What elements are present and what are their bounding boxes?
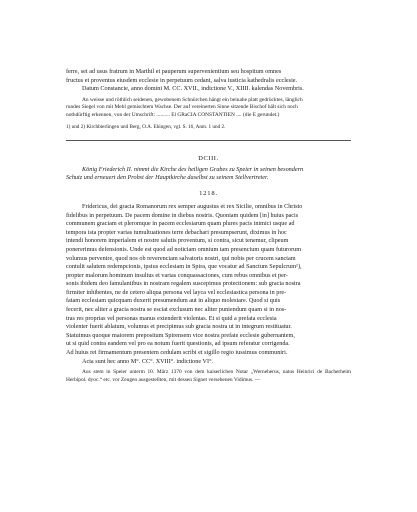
body-line: Ad huius rei firmamentum presentem cedulam scribi et sigillo regio iussimus communiri. — [66, 349, 288, 357]
footnote: 1) und 2) Kirchbierlingen und Berg, O.A. Ehingen, vgl. S. 16, Anm. 1 und 2. — [66, 123, 226, 130]
body-line: sonis ibidem deo famulantibus in nostram regalem suscepimus protectionem: sub gracia nostra — [66, 280, 301, 288]
text-line: fructus et proventus eiusdem ecclesie in perpetuum cedant, salva iusticia kathedralis ecclesie. — [66, 76, 298, 84]
page — [66, 68, 351, 384]
regest: König Friederich II. nimmt die Kirche des heiligen Grabes zu Speier in seinen besondern — [82, 165, 304, 173]
source-note: Aus stem in Speier unterm 10. März 1370 von dem kaiserlichen Notar „Werneherus, natus Heinrici de Bacherheim Herbipol. dyoc.“ etc. vor Zeugen ausgestellten, mit dessen Signet versehenen Vidimus. — — [66, 369, 351, 383]
body-line: tempora ista propter varias tumultuationes terre debachari presumpserunt, diximus in hoc — [66, 228, 287, 236]
body-line: fidelibus in perpetuum. De pacem domine in diebus nostris. Quoniam quidem [in] huius pacis — [66, 211, 299, 219]
body-line: Acta sunt hec anno M°. CC°. XVIII°. indictione VI°. — [82, 357, 214, 365]
body-line: volumus pervenire, quod nos ob reverenciam salvatoris nostri, qui nobis per crucem sanctam — [66, 254, 296, 262]
body-line: Fridericus, dei gracia Romanorum rex semper augustus et rex Sicilie, omnibus in Christo — [82, 202, 303, 210]
body-line: fecerit, nec aliter a gracia nostra se esciat exclusum nec aliter puniendum quam si in nos- — [66, 306, 287, 314]
document-body — [66, 203, 351, 366]
body-line: ponererimus defensionis. Unde est quod ad noticiam omnium tam presencium quam futurorum — [66, 245, 302, 253]
body-line: ut si quid contra eandem vel pro ea notum fuerit questionis, ad ipsum referatur corrigenda. — [66, 340, 290, 348]
divider — [66, 140, 351, 141]
body-line: firmiter inhibentes, ne de cetero aliqua persona vel layca vel ecclesiastica persona in pre- — [66, 288, 287, 296]
body-line: communem graciam et pleromque in pacem ecclesiarum quam plures pacis inimici usque ad — [66, 220, 295, 228]
body-line: tras res proprias vel personas manus extenderit violentas. Et si quid a prefata ecclesia — [66, 314, 277, 322]
body-line: contulit salutem redempcionis, ipsius ecclesiam in Spira, que vocatur ad Sanctum Sepulcrum¹), — [66, 263, 302, 271]
body-line: Statuimus quoque maiorem prepositum Spirensem vice nostra prefate ecclesie gubernantem, — [66, 331, 295, 339]
seal-description: nothdürftig erkennen, von der Umschrift: .......... El GRaCIA CONSTANTIEN .... (die E gerundet.) — [66, 111, 280, 118]
dating-clause: Datum Constancie, anno domini M. CC. XVII., indictione V., XIIII. kalendas Novembris. — [82, 85, 304, 93]
body-line: violenter fuerit ablatum, volumus et precipimus sub gracia nostra ut in integrum restituatur. — [66, 323, 292, 331]
body-line: propter malorum hominum insultus et varias conquassaciones, cum rebus omnibus et per- — [66, 271, 288, 279]
document-number: DCIII. — [198, 154, 219, 162]
seal-description: An weisse und röthlich seidenen, gewobenem Schnürchen hängt ein beinahe platt gedrücktes, länglich — [82, 96, 303, 103]
regest: Schutz und erneuert den Probst der Hauptkirche daselbst zu seinem Stellvertreter. — [66, 174, 269, 182]
body-line: intendi honorem imperialem et nostre salutis proventum, si contra, sicut tenemur, clipeum — [66, 237, 289, 245]
document-year: 1218. — [199, 189, 218, 197]
seal-description: rundes Siegel von mit Mehl gemischtem Wachse. Der auf vereinerten Sinne sitzende Bischof hält sich noch — [66, 104, 298, 111]
body-line: fatam ecclesiam quicquam duxerit presumendum aut in aliquo molestare. Quod si quis — [66, 297, 281, 305]
text-line: ferre, set ad usus fratrum in Marthil et pauperum supervenientium seu hospitum omnes — [66, 68, 282, 75]
